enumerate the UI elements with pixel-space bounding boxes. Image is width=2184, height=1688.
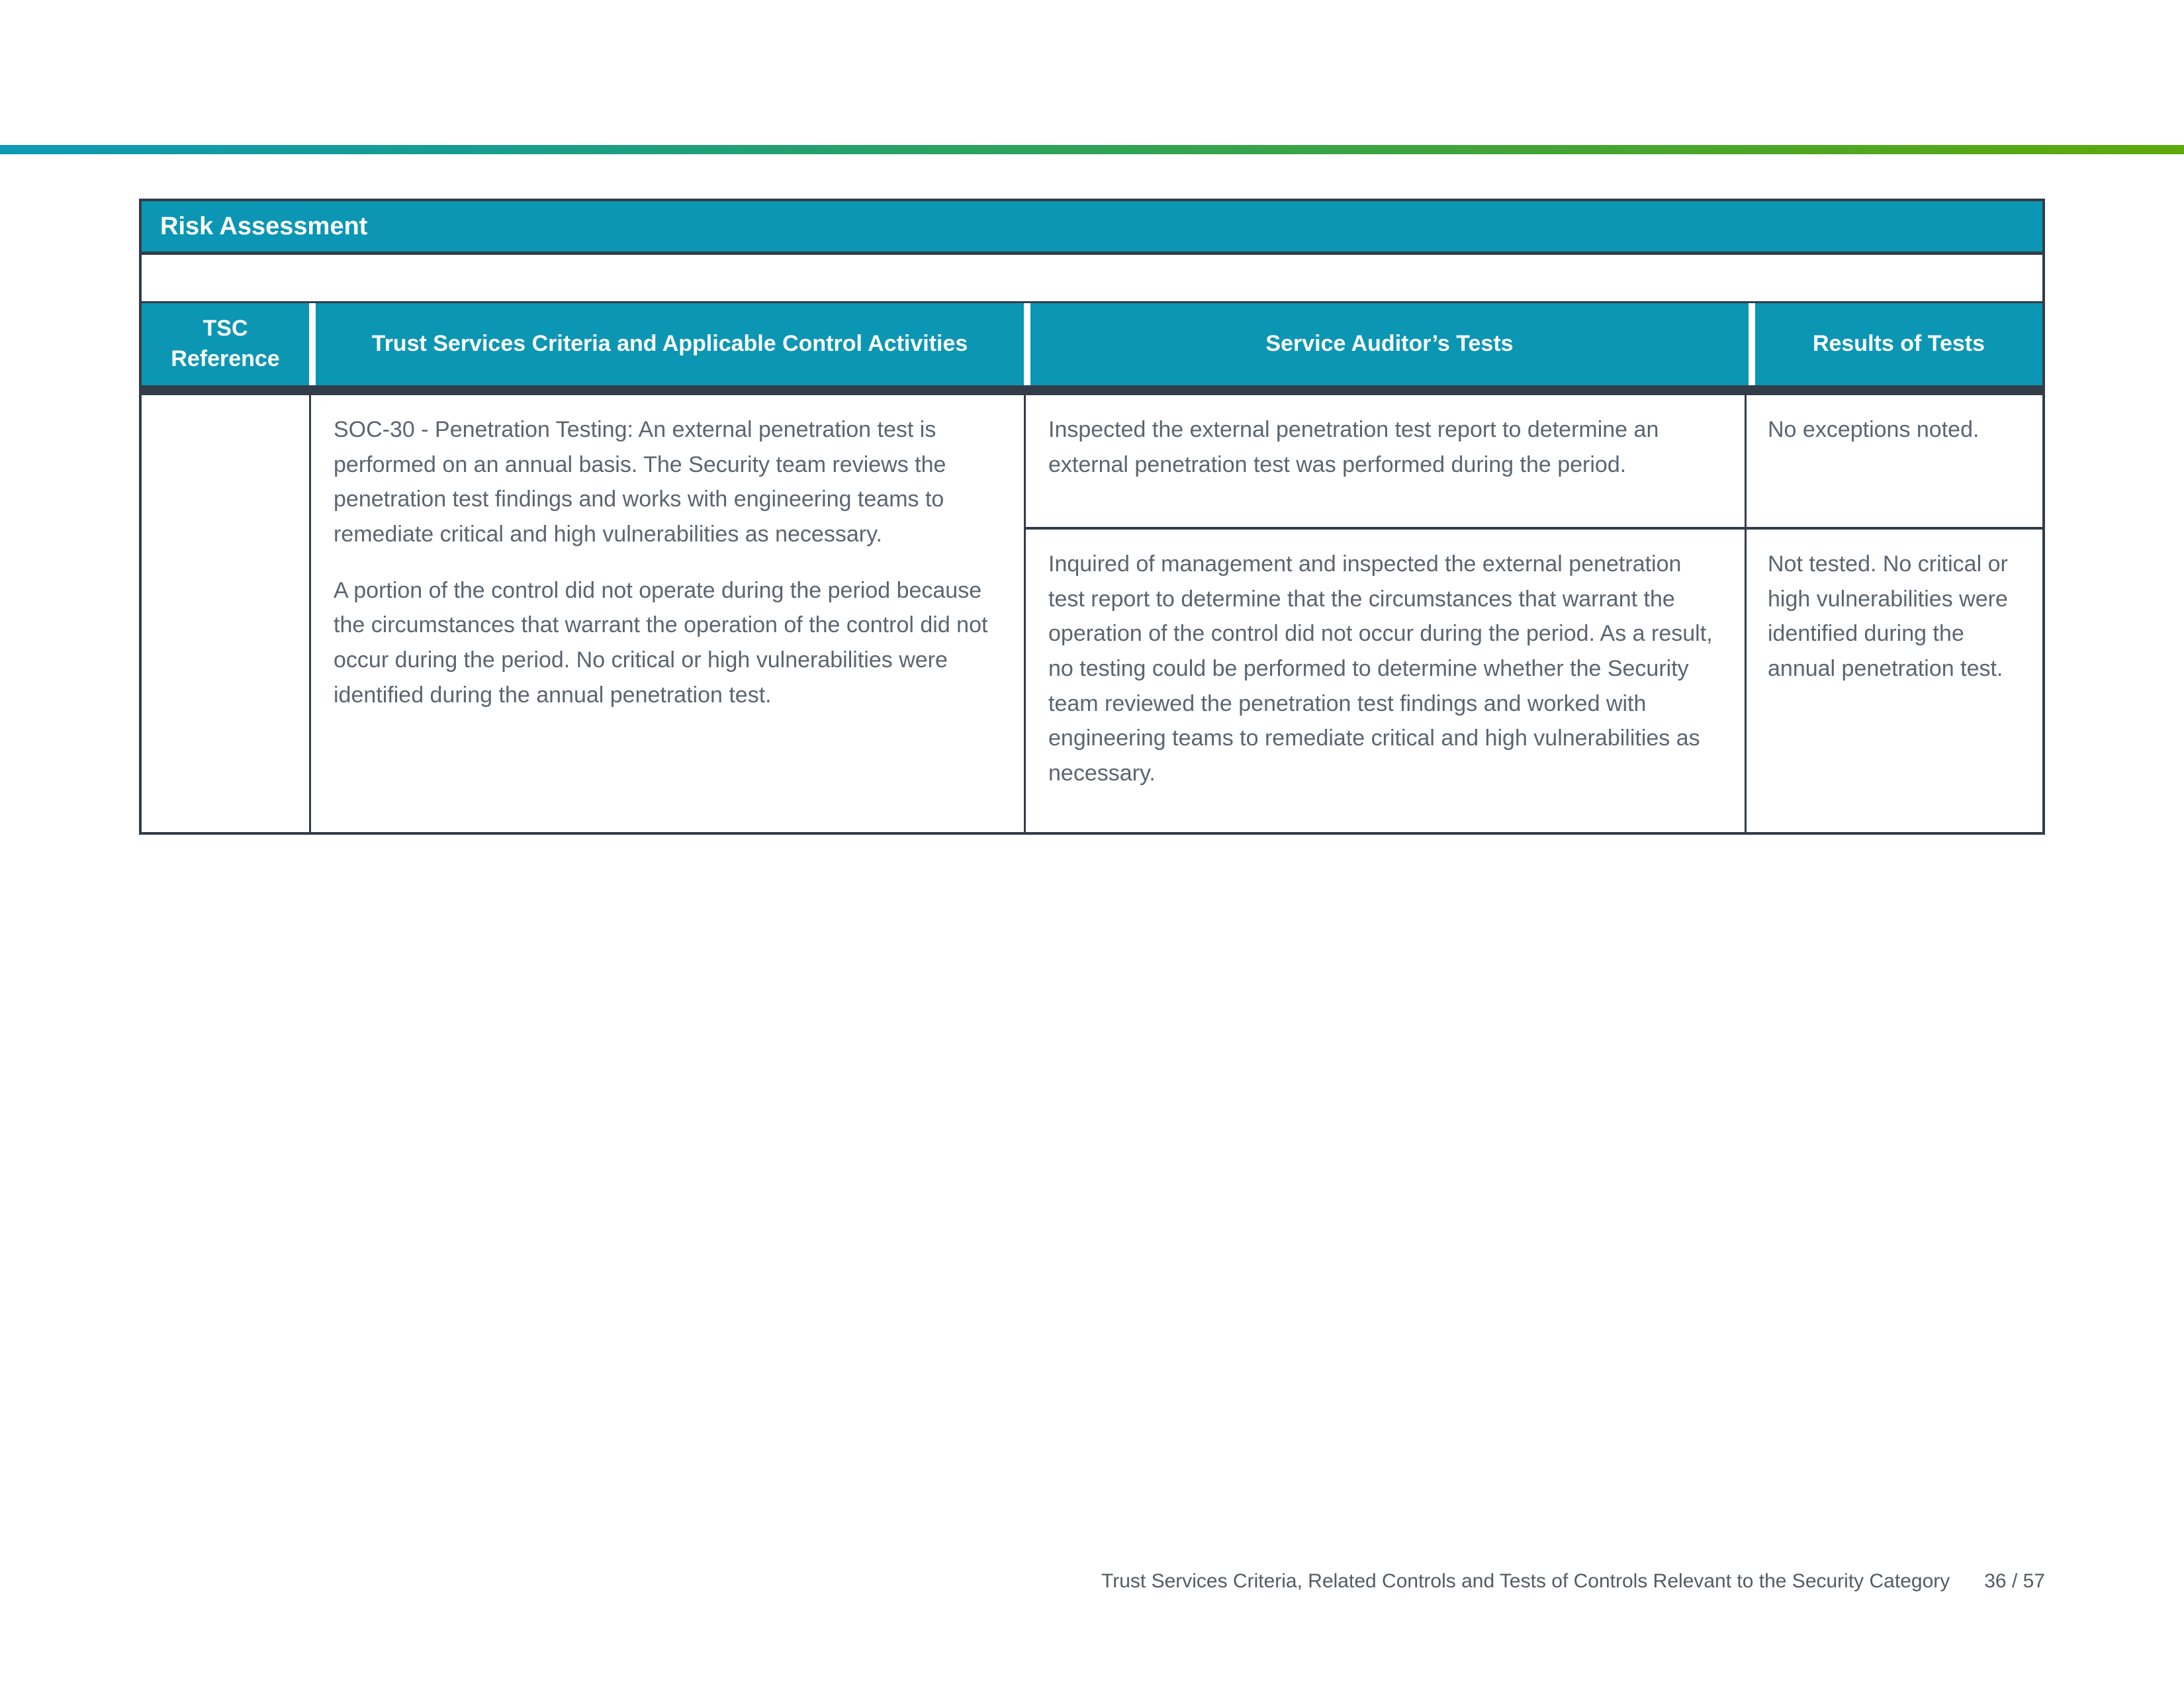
tests-results-group [1026, 395, 2042, 832]
cell-auditor-test-1: Inspected the external penetration test report to determine an external penetration test was performed during the period. [1026, 395, 1747, 527]
risk-assessment-table [139, 199, 2045, 835]
section-header-band [142, 201, 2042, 255]
gradient-divider-rule [0, 145, 2184, 154]
cell-test-result-1: No exceptions noted. [1768, 417, 1979, 442]
column-header-results: Results of Tests [1755, 303, 2042, 385]
criteria-paragraph-1: SOC-30 - Penetration Testing: An external penetration test is performed on an annual basis. The Security team reviews the penetration test findings and works with engineering teams to remediate critical and high vulnerabilities as necessary. [334, 417, 946, 547]
footer-title: Trust Services Criteria, Related Controls and Tests of Controls Relevant to the Security Category [1101, 1570, 1950, 1592]
column-header-auditor-tests: Service Auditor’s Tests [1030, 303, 1749, 385]
table-row [142, 395, 2042, 832]
test-sub-row-2 [1026, 530, 2042, 832]
column-header-criteria: Trust Services Criteria and Applicable Control Activities [316, 303, 1024, 385]
column-header-tsc-reference: TSC Reference [142, 303, 309, 385]
cell-test-result-2: Not tested. No critical or high vulnerabilities were identified during the annual penetration test. [1768, 551, 2008, 682]
criteria-paragraph-2: A portion of the control did not operate during the period because the circumstances that warrant the operation of the control did not occur during the period. No critical or high vulnerabilities were identified during the annual penetration test. [334, 577, 988, 708]
cell-tsc-reference [142, 395, 311, 832]
page-number: 36 / 57 [1984, 1570, 2045, 1592]
empty-spacer-row [142, 255, 2042, 303]
table-header-row [142, 303, 2042, 385]
header-bottom-divider [142, 385, 2042, 395]
test-sub-row-1 [1026, 395, 2042, 530]
section-title: Risk Assessment [160, 212, 368, 240]
page-footer [1101, 1570, 2045, 1593]
cell-auditor-test-2: Inquired of management and inspected the external penetration test report to determine that the circumstances that warrant the operation of the control did not occur during the period. As a result, no testing could be performed to determine whether the Security team reviewed the penetration test findings and worked with engineering teams to remediate critical and high vulnerabilities as necessary. [1026, 530, 1747, 832]
cell-criteria [311, 395, 1026, 832]
